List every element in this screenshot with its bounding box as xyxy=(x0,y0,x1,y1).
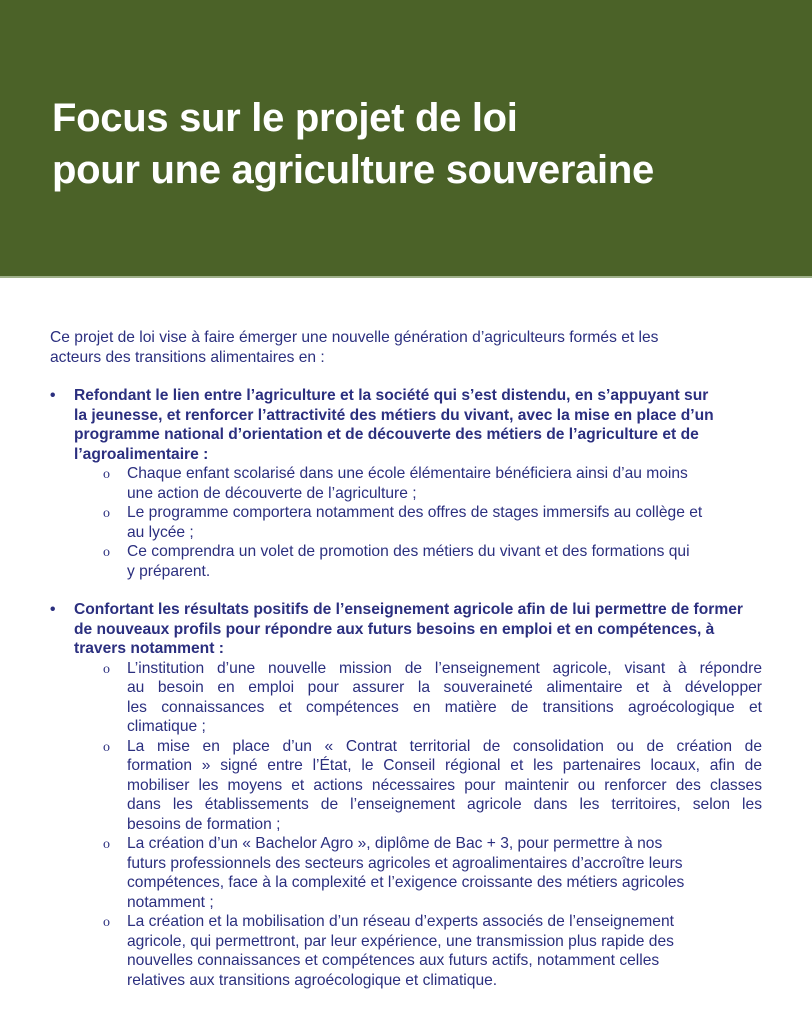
item-line: dans les établissements de l’enseignement agricole dans les territoires, selon les xyxy=(127,796,762,813)
list-item xyxy=(74,737,762,835)
sub-bullet-icon: o xyxy=(103,739,110,755)
heading-line: de nouveaux profils pour répondre aux futurs besoins en emploi et en compétences, à xyxy=(74,620,715,638)
sub-bullet-icon: o xyxy=(103,467,110,482)
item-line: compétences, face à la complexité et l’exigence croissante des métiers agricoles xyxy=(127,874,685,891)
item-line: La mise en place d’un « Contrat territorial de consolidation ou de création de xyxy=(127,737,762,755)
item-line: notamment ; xyxy=(127,893,214,911)
page-title xyxy=(52,92,654,196)
intro-line: acteurs des transitions alimentaires en : xyxy=(50,348,325,366)
bullet-icon: • xyxy=(50,387,56,404)
item-line: les connaissances et compétences en matière de transitions agroécologique et xyxy=(127,698,762,716)
item-line: Ce comprendra un volet de promotion des métiers du vivant et des formations qui xyxy=(127,543,690,560)
item-line: au lycée ; xyxy=(127,523,194,541)
intro-paragraph xyxy=(50,328,770,367)
list-section xyxy=(50,600,770,990)
item-line: La création d’un « Bachelor Agro », diplôme de Bac + 3, pour permettre à nos xyxy=(127,835,663,852)
item-line: L’institution d’une nouvelle mission de l’enseignement agricole, visant à répondre xyxy=(127,659,762,677)
item-line: au besoin en emploi pour assurer la souveraineté alimentaire et à développer xyxy=(127,679,762,696)
list-item xyxy=(74,542,770,581)
bullet-list xyxy=(50,386,770,990)
title-line: Focus sur le projet de loi xyxy=(52,96,518,140)
item-line: relatives aux transitions agroécologique et climatique. xyxy=(127,971,498,989)
item-line: une action de découverte de l’agriculture ; xyxy=(127,484,417,502)
item-line: formation » signé entre l’État, le Conseil régional et les partenaires locaux, afin de xyxy=(127,757,762,774)
sub-bullet-icon: o xyxy=(103,837,110,852)
sub-bullet-icon: o xyxy=(103,506,110,521)
intro-line: Ce projet de loi vise à faire émerger une nouvelle génération d’agriculteurs formés et les xyxy=(50,329,659,346)
sub-bullet-icon: o xyxy=(103,915,110,930)
heading-line: Refondant le lien entre l’agriculture et la société qui s’est distendu, en s’appuyant sur xyxy=(74,387,709,404)
item-line: y préparent. xyxy=(127,562,211,580)
section-heading xyxy=(74,600,770,659)
item-line: La création et la mobilisation d’un réseau d’experts associés de l’enseignement xyxy=(127,913,674,930)
header-banner xyxy=(0,0,812,278)
list-item xyxy=(74,912,770,990)
list-item xyxy=(74,503,770,542)
list-item xyxy=(74,834,770,912)
heading-line: Confortant les résultats positifs de l’enseignement agricole afin de lui permettre de former xyxy=(74,601,743,618)
item-line: besoins de formation ; xyxy=(127,815,281,833)
heading-line: la jeunesse, et renforcer l’attractivité des métiers du vivant, avec la mise en place d’un xyxy=(74,406,714,424)
list-item xyxy=(74,659,762,737)
sub-bullet-icon: o xyxy=(103,661,110,677)
item-line: climatique ; xyxy=(127,718,206,735)
item-line: nouvelles connaissances et compétences aux futurs actifs, notamment celles xyxy=(127,952,660,969)
list-item xyxy=(74,464,770,503)
heading-line: programme national d’orientation et de découverte des métiers de l’agriculture et de xyxy=(74,426,699,443)
item-line: Le programme comportera notamment des offres de stages immersifs au collège et xyxy=(127,504,703,521)
title-line: pour une agriculture souveraine xyxy=(52,148,654,192)
bullet-icon: • xyxy=(50,601,56,618)
document-body xyxy=(50,328,770,1009)
item-line: futurs professionnels des secteurs agricoles et agroalimentaires d’accroître leurs xyxy=(127,854,683,872)
item-line: Chaque enfant scolarisé dans une école élémentaire bénéficiera ainsi d’au moins xyxy=(127,465,688,482)
section-heading xyxy=(74,386,770,464)
list-section xyxy=(50,386,770,581)
heading-line: travers notamment : xyxy=(74,640,224,657)
heading-line: l’agroalimentaire : xyxy=(74,445,209,463)
item-line: mobiliser les moyens et actions nécessaires pour maintenir ou renforcer des classes xyxy=(127,776,762,794)
item-line: agricole, qui permettront, par leur expérience, une transmission plus rapide des xyxy=(127,932,674,950)
sub-bullet-icon: o xyxy=(103,545,110,560)
